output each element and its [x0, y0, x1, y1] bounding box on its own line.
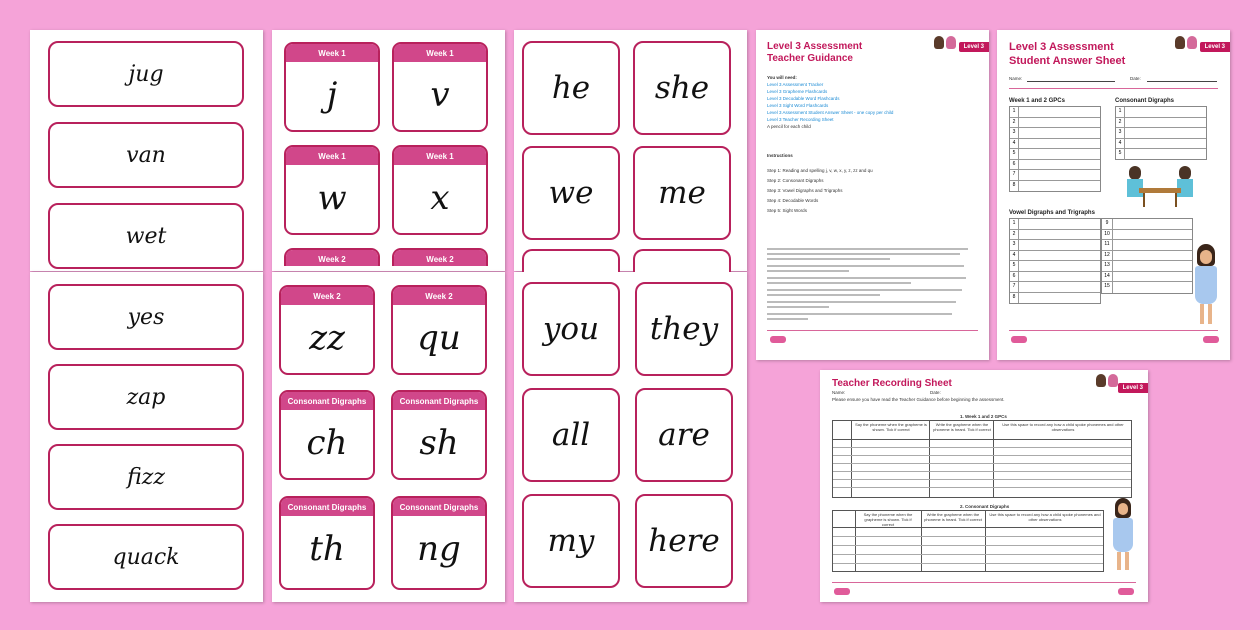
date-label: Date: [1130, 76, 1141, 81]
twinkl-logo [1118, 588, 1134, 595]
material-link[interactable]: Level 3 Decodable Word Flashcards [767, 96, 840, 101]
flashcard-grapheme: qu [417, 318, 461, 358]
row-number: 7 [1010, 282, 1019, 292]
row-number: 9 [1102, 219, 1113, 229]
flashcard-sh[interactable] [391, 390, 487, 480]
child-illustration [1175, 36, 1185, 49]
section-title: 1. Week 1 and 2 GPCs [960, 414, 1007, 419]
step-item: Step 3: Vowel Digraphs and Trigraphs [767, 188, 843, 193]
children-at-table-illustration [1123, 166, 1199, 210]
materials-list [767, 74, 977, 130]
column-header: Say the phoneme when the grapheme is shown. Tick if correct [863, 512, 913, 527]
recording-table-gpcs[interactable] [832, 420, 1132, 498]
page-title [1009, 40, 1125, 68]
flashcard-th[interactable] [279, 496, 375, 590]
twinkl-logo [1011, 336, 1027, 343]
row-number: 6 [1010, 160, 1019, 170]
row-number: 8 [1010, 181, 1019, 192]
twinkl-logo [834, 588, 850, 595]
flashcard-header: Consonant Digraphs [281, 392, 373, 410]
section-title: 2. Consonant Digraphs [960, 504, 1010, 509]
name-field[interactable] [1027, 81, 1115, 82]
answer-grid-vowels-left[interactable] [1009, 218, 1101, 304]
material-link[interactable]: Level 3 Assessment Student Answer Sheet - one copy per child [767, 110, 894, 115]
student-answer-sheet [997, 30, 1230, 360]
row-number: 2 [1010, 230, 1019, 240]
answer-grid-gpcs[interactable] [1009, 106, 1101, 192]
row-number: 4 [1010, 139, 1019, 149]
flashcard-header: Week 1 [394, 44, 486, 62]
child-illustration [1108, 374, 1118, 387]
row-number: 1 [1010, 107, 1019, 117]
flashcard-grapheme: th [309, 529, 345, 569]
footer-line [832, 582, 1136, 583]
body-text-lines [767, 248, 972, 320]
sight-word-you[interactable]: you [522, 282, 620, 376]
level-badge: Level 3 [959, 42, 989, 52]
instructions-heading: Instructions [767, 153, 793, 158]
sight-word-she[interactable]: she [633, 41, 731, 135]
flashcard-grapheme: j [326, 75, 338, 115]
flashcard-j[interactable] [284, 42, 380, 132]
recording-table-digraphs[interactable] [832, 510, 1104, 572]
flashcard-partial [392, 248, 488, 266]
row-number: 7 [1010, 170, 1019, 180]
sight-word-they[interactable]: they [635, 282, 733, 376]
row-number: 15 [1102, 282, 1113, 293]
section-label: Week 1 and 2 GPCs [1009, 98, 1065, 104]
column-header: Say the phoneme when the grapheme is shown. Tick if correct [855, 422, 927, 432]
row-number: 5 [1116, 149, 1125, 160]
flashcard-zz[interactable] [279, 285, 375, 375]
section-label: Vowel Digraphs and Trigraphs [1009, 210, 1095, 216]
word-card-zap[interactable]: zap [48, 364, 244, 430]
flashcard-header: Consonant Digraphs [393, 498, 485, 516]
step-item: Step 1: Reading and spelling j, v, w, x, y, z, zz and qu [767, 168, 873, 173]
row-number: 10 [1102, 230, 1113, 240]
flashcard-grapheme: x [430, 178, 450, 218]
date-field[interactable] [1147, 81, 1217, 82]
flashcard-header: Week 2 [281, 287, 373, 305]
column-header: Use this space to record any how a child spoke phonemes and other observations [989, 512, 1101, 522]
row-number: 1 [1116, 107, 1125, 117]
flashcard-grapheme: ng [417, 529, 461, 569]
row-number: 6 [1010, 272, 1019, 282]
child-illustration [1187, 36, 1197, 49]
twinkl-logo [770, 336, 786, 343]
level-badge: Level 3 [1200, 42, 1230, 52]
row-number: 11 [1102, 240, 1113, 250]
flashcard-grapheme: w [317, 178, 347, 218]
flashcard-header: Week 1 [286, 147, 378, 165]
material-link[interactable]: Level 3 Teacher Recording Sheet [767, 117, 834, 122]
row-number: 2 [1010, 118, 1019, 128]
flashcard-header: Week 2 [394, 250, 486, 266]
child-illustration [1096, 374, 1106, 387]
sight-word-he[interactable]: he [522, 41, 620, 135]
column-header: Write the grapheme when the phoneme is heard. Tick if correct [933, 422, 991, 432]
girl-illustration [1108, 498, 1138, 578]
flashcard-header: Consonant Digraphs [281, 498, 373, 516]
row-number: 5 [1010, 261, 1019, 271]
flashcard-ng[interactable] [391, 496, 487, 590]
flashcard-grapheme: zz [309, 318, 345, 358]
row-number: 8 [1010, 293, 1019, 304]
section-label: Consonant Digraphs [1115, 98, 1175, 104]
child-illustration [934, 36, 944, 49]
sight-word-my[interactable]: my [522, 494, 620, 588]
word-card-jug[interactable]: jug [48, 41, 244, 107]
sight-word-partial [633, 249, 731, 272]
name-label: Name: [832, 390, 846, 395]
word-card-wet[interactable]: wet [48, 203, 244, 269]
row-number: 4 [1116, 139, 1125, 149]
flashcard-header: Week 1 [286, 44, 378, 62]
answer-grid-vowels-right[interactable] [1101, 218, 1193, 294]
footer-line [1009, 330, 1218, 331]
title-line-1: Level 3 Assessment [767, 41, 863, 52]
column-header: Use this space to record any how a child spoke phonemes and other observations [1002, 422, 1124, 432]
word-card-fizz[interactable]: fizz [48, 444, 244, 510]
sight-word-me[interactable]: me [633, 146, 731, 240]
sight-word-we[interactable]: we [522, 146, 620, 240]
row-number: 14 [1102, 272, 1113, 282]
instructions-block [767, 152, 977, 214]
step-item: Step 2: Consonant Digraphs [767, 178, 824, 183]
footer-line [767, 330, 978, 331]
flashcard-grapheme: ch [306, 423, 348, 463]
row-number: 4 [1010, 251, 1019, 261]
column-header: Write the grapheme when the phoneme is heard. Tick if correct [924, 512, 982, 522]
word-card-quack[interactable]: quack [48, 524, 244, 590]
sight-word-all[interactable]: all [522, 388, 620, 482]
row-number: 12 [1102, 251, 1113, 261]
flashcard-header: Week 2 [286, 250, 378, 266]
title-line-2: Student Answer Sheet [1009, 55, 1126, 67]
sight-word-here[interactable]: here [635, 494, 733, 588]
child-illustration [946, 36, 956, 49]
material-link[interactable]: Level 3 Assessment Tracker [767, 82, 824, 87]
page-title [767, 41, 862, 65]
title-line-1: Level 3 Assessment [1009, 41, 1114, 53]
flashcard-w[interactable] [284, 145, 380, 235]
materials-heading: You will need: [767, 75, 797, 80]
row-number: 3 [1010, 128, 1019, 138]
word-card-yes[interactable]: yes [48, 284, 244, 350]
answer-grid-digraphs[interactable] [1115, 106, 1207, 160]
row-number: 3 [1116, 128, 1125, 138]
sight-word-partial [522, 249, 620, 272]
level-badge: Level 3 [1118, 383, 1148, 393]
row-number: 5 [1010, 149, 1019, 159]
flashcard-x[interactable] [392, 145, 488, 235]
title-line-2: Teacher Guidance [767, 53, 853, 64]
material-item: A pencil for each child [767, 124, 811, 129]
intro-text: Please ensure you have read the Teacher Guidance before beginning the assessment. [832, 397, 1005, 402]
girl-illustration [1189, 244, 1223, 330]
flashcard-ch[interactable] [279, 390, 375, 480]
material-link[interactable]: Level 3 Grapheme Flashcards [767, 89, 828, 94]
twinkl-logo [1203, 336, 1219, 343]
word-card-van[interactable]: van [48, 122, 244, 188]
material-link[interactable]: Level 3 Sight Word Flashcards [767, 103, 829, 108]
row-number: 2 [1116, 118, 1125, 128]
divider [1009, 88, 1218, 89]
flashcard-header: Week 2 [393, 287, 485, 305]
flashcard-grapheme: v [430, 75, 450, 115]
step-item: Step 5: Sight Words [767, 208, 807, 213]
step-item: Step 4: Decodable Words [767, 198, 819, 203]
flashcard-qu[interactable] [391, 285, 487, 375]
flashcard-v[interactable] [392, 42, 488, 132]
date-label: Date: [930, 390, 941, 395]
sight-word-are[interactable]: are [635, 388, 733, 482]
row-number: 13 [1102, 261, 1113, 271]
name-label: Name: [1009, 76, 1023, 81]
flashcard-header: Consonant Digraphs [393, 392, 485, 410]
page-title: Teacher Recording Sheet [832, 378, 952, 389]
flashcard-grapheme: sh [419, 423, 459, 463]
flashcard-partial [284, 248, 380, 266]
flashcard-header: Week 1 [394, 147, 486, 165]
teacher-recording-sheet [820, 370, 1148, 602]
row-number: 3 [1010, 240, 1019, 250]
teacher-guidance-sheet [756, 30, 989, 360]
row-number: 1 [1010, 219, 1019, 229]
